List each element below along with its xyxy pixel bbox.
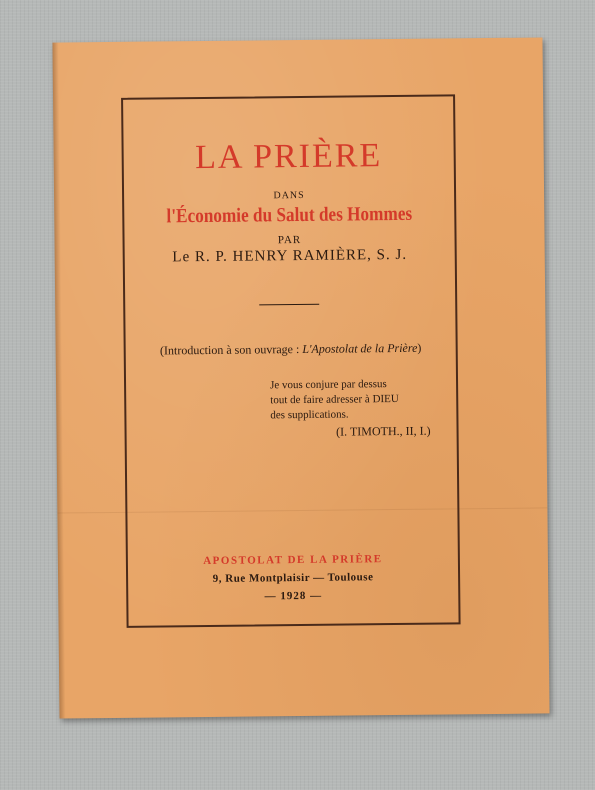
cover-introduction-note — [126, 340, 456, 358]
booklet-cover — [52, 37, 549, 718]
intro-prefix: (Introduction à son ouvrage : — [159, 341, 303, 358]
cover-spine-edge — [52, 43, 65, 719]
intro-work-title: L'Apostolat de la Prière — [302, 340, 418, 356]
cover-dans: DANS — [273, 189, 305, 202]
intro-suffix: ) — [417, 340, 422, 355]
epigraph-line: Je vous conjure par dessus — [270, 378, 387, 392]
cover-border-frame — [121, 94, 461, 627]
cover-par: PAR — [277, 233, 302, 247]
cover-year: — 1928 — — [264, 589, 323, 603]
cover-divider-rule — [259, 304, 319, 306]
cover-subtitle: l'Économie du Salut des Hommes — [166, 202, 413, 228]
cover-author: Le R. P. HENRY RAMIÈRE, S. J. — [172, 246, 408, 266]
epigraph-line: des supplications. — [270, 408, 349, 422]
cover-title: LA PRIÈRE — [194, 137, 383, 177]
epigraph-reference: (I. TIMOTH., II, I.) — [336, 423, 431, 439]
cover-epigraph — [270, 377, 431, 441]
epigraph-line: tout de faire adresser à DIEU — [270, 392, 399, 407]
cover-publisher: APOSTOLAT DE LA PRIÈRE — [203, 553, 383, 568]
cover-address: 9, Rue Montplaisir — Toulouse — [212, 571, 374, 585]
